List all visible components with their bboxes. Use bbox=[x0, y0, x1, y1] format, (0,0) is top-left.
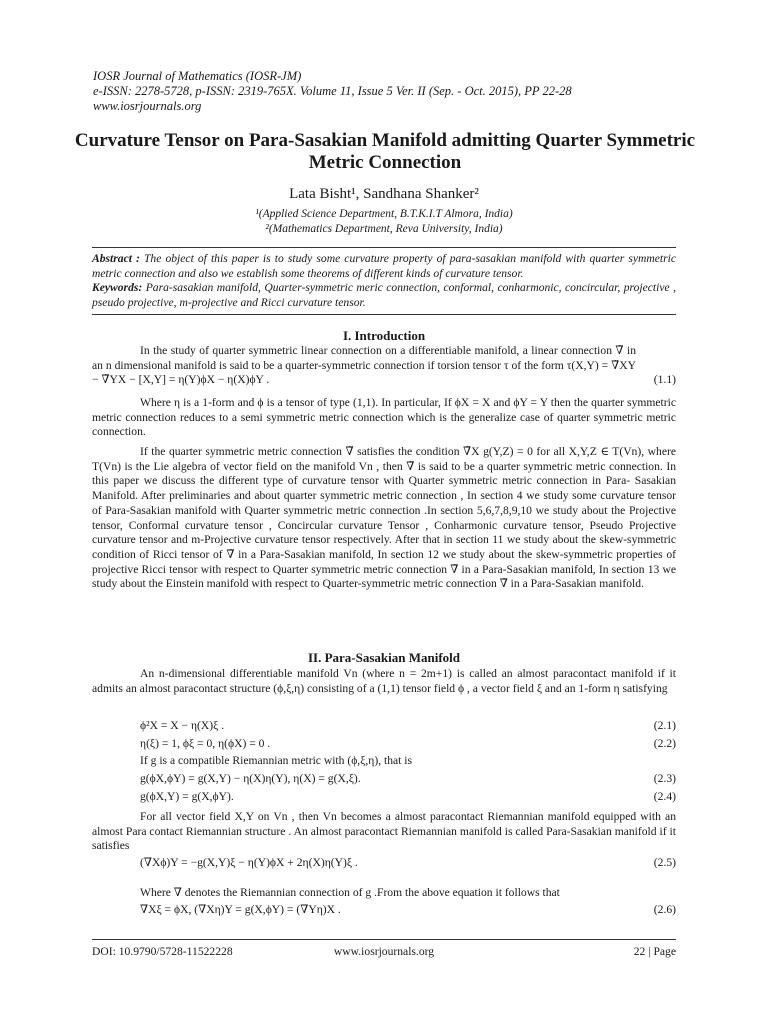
page-footer bbox=[92, 945, 676, 958]
section-2-heading: II. Para-Sasakian Manifold bbox=[307, 650, 461, 665]
keywords-text: Para-sasakian manifold, Quarter-symmetric meric connection, conformal, conharmonic, concircular, projective , pseudo projective, m-projective and Ricci curvature tensor. bbox=[92, 281, 676, 310]
metric-line bbox=[140, 754, 676, 768]
eq-number-2-6: (2.6) bbox=[653, 903, 676, 916]
equation-2-2 bbox=[140, 737, 676, 751]
affiliation-2: ²(Mathematics Department, Reva University, India) bbox=[265, 223, 503, 235]
equation-2-5 bbox=[140, 856, 676, 870]
footer-doi: DOI: 10.9790/5728-11522228 bbox=[92, 945, 233, 958]
journal-issn: e-ISSN: 2278-5728, p-ISSN: 2319-765X. Volume 11, Issue 5 Ver. II (Sep. - Oct. 2015), PP 22-28 bbox=[93, 84, 572, 98]
eq-number-2-2: (2.2) bbox=[653, 737, 676, 750]
intro-paragraph-1 bbox=[92, 344, 676, 388]
eq-number-1-1: (1.1) bbox=[653, 373, 676, 387]
eq-number-2-4: (2.4) bbox=[653, 790, 676, 803]
eq-number-2-3: (2.3) bbox=[653, 772, 676, 785]
abstract-paragraph bbox=[92, 252, 676, 281]
metric-line-text: If g is a compatible Riemannian metric with (ϕ,ξ,η), that is bbox=[140, 754, 413, 767]
footer-url: www.iosrjournals.org bbox=[333, 945, 435, 958]
abstract-top-rule bbox=[92, 247, 676, 248]
para-sasakian-paragraph-1: An n-dimensional differentiable manifold Vn (where n = 2m+1) is called an almost paracontact manifold if it admits an almost paracontact structure (ϕ,ξ,η) consisting of a (1,1) tensor field ϕ , a vector field ξ and an 1-form η satisfying bbox=[92, 667, 676, 695]
equation-2-2-body: η(ξ) = 1, ϕξ = 0, η(ϕX) = 0 . bbox=[140, 737, 271, 750]
intro-paragraph-3: If the quarter symmetric metric connection ∇̃ satisfies the condition ∇̃X g(Y,Z) = 0 for all X,Y,Z ∈ T(Vn), where T(Vn) is the Lie algebra of vector field on the manifold Vn , then ∇̃ is said to be a quarter symmetric metric connection. In this paper we discuss the different type of curvature tensor with Quarter symmetric metric connection in Para- Sasakian Manifold. After preliminaries and about quarter symmetric metric connection , In section 4 we study some curvature tensor of Para-Sasakian manifold with Quarter symmetric metric connection .In section 5,6,7,8,9,10 we study about the Projective tensor, Conformal curvature tensor , Concircular curvature Tensor , Conharmonic curvature tensor, Pseudo Projective curvature tensor and m-Projective curvature tensor respectively. After that in section 11 we study about the skew-symmetric condition of Ricci tensor of ∇̃ in a Para-Sasakian manifold, In section 12 we study about the skew-symmetric properties of projective Ricci tensor with respect to Quarter symmetric metric connection ∇̃ in a Para-Sasakian manifold, In section 13 we study about the Einstein manifold with respect to Quarter-symmetric metric connection ∇̃ in a Para-Sasakian manifold. bbox=[92, 445, 676, 591]
para-sasakian-paragraph-2: For all vector field X,Y on Vn , then Vn becomes a almost paracontact Riemannian manifold equipped with an almost Para contact Riemannian structure . An almost paracontact Riemannian manifold is called Para-Sasakian manifold if it satisfies bbox=[92, 810, 676, 853]
abstract-text: The object of this paper is to study some curvature property of para-sasakian manifold with quarter symmetric metric connection and also we establish some theorems of different kinds of curvature tensor. bbox=[92, 252, 677, 280]
equation-2-4-body: g(ϕX,Y) = g(X,ϕY). bbox=[140, 790, 234, 803]
journal-url: www.iosrjournals.org bbox=[93, 99, 202, 113]
equation-2-4 bbox=[140, 790, 676, 804]
equation-2-6 bbox=[140, 903, 676, 917]
eq-number-2-1: (2.1) bbox=[653, 719, 676, 732]
intro-p1-text: In the study of quarter symmetric linear connection on a differentiable manifold, a linear connection ∇̃ in an n dimensional manifold is said to be a quarter-symmetric connection if torsion tensor τ of the form τ(X,Y) = ∇̃XY − ∇̃YX − [X,Y] = η(Y)ϕX − η(X)ϕY . bbox=[92, 344, 636, 387]
equation-2-5-body: (∇Xϕ)Y = −g(X,Y)ξ − η(Y)ϕX + 2η(X)η(Y)ξ . bbox=[140, 856, 358, 869]
section-1-heading: I. Introduction bbox=[342, 328, 426, 343]
abstract-bottom-rule bbox=[92, 314, 676, 315]
equation-2-3 bbox=[140, 772, 676, 786]
equation-2-1 bbox=[140, 719, 676, 733]
abstract-block bbox=[92, 252, 676, 311]
equation-2-3-body: g(ϕX,ϕY) = g(X,Y) − η(X)η(Y), η(X) = g(X,ξ). bbox=[140, 772, 361, 785]
para-sasakian-paragraph-3: Where ∇ denotes the Riemannian connection of g .From the above equation it follows that bbox=[140, 886, 560, 899]
journal-header bbox=[93, 69, 572, 114]
eq-number-2-5: (2.5) bbox=[653, 856, 676, 869]
footer-page-number: 22 | Page bbox=[633, 945, 676, 958]
keywords-paragraph bbox=[92, 281, 676, 310]
equation-2-6-body: ∇Xξ = ϕX, (∇Xη)Y = g(X,ϕY) = (∇Yη)X . bbox=[140, 903, 341, 916]
affiliation-1: ¹(Applied Science Department, B.T.K.I.T Almora, India) bbox=[255, 208, 513, 220]
journal-name: IOSR Journal of Mathematics (IOSR-JM) bbox=[93, 69, 302, 83]
keywords-label: Keywords: bbox=[92, 281, 143, 295]
intro-paragraph-2: Where η is a 1-form and ϕ is a tensor of type (1,1). In particular, If ϕX = X and ϕY = Y then the quarter symmetric metric connection reduces to a semi symmetric metric connection which is the generalize case of quarter symmetric metric connection. bbox=[92, 396, 676, 439]
paper-authors: Lata Bisht¹, Sandhana Shanker² bbox=[289, 186, 479, 202]
paper-title: Curvature Tensor on Para-Sasakian Manifold admitting Quarter Symmetric Metric Connection bbox=[74, 130, 696, 173]
equation-2-1-body: ϕ²X = X − η(X)ξ . bbox=[140, 719, 225, 732]
footer-rule bbox=[92, 939, 676, 940]
abstract-label: Abstract : bbox=[92, 252, 140, 265]
